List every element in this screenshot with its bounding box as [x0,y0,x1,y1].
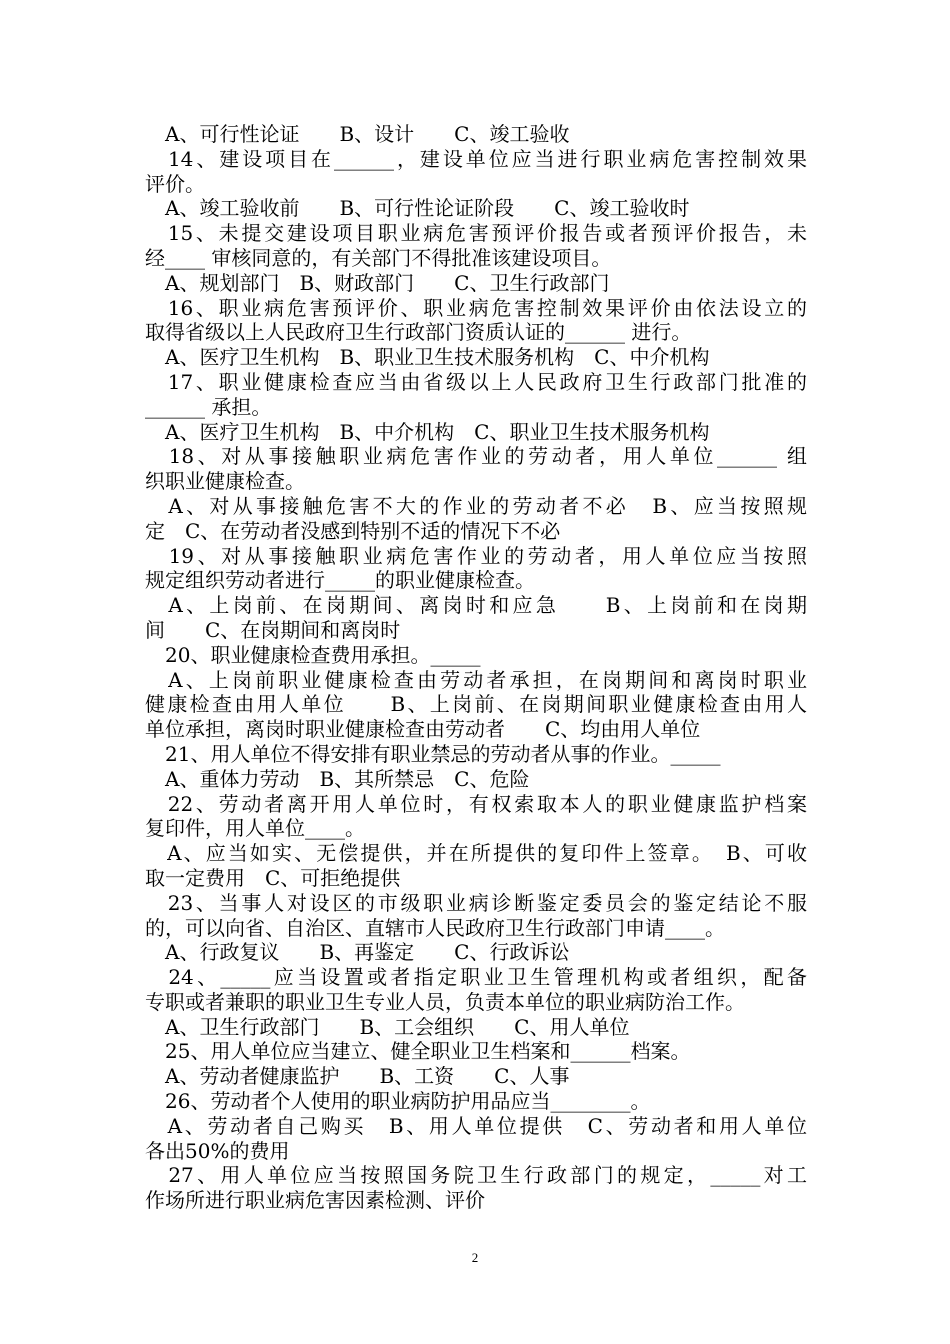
text-line: A、卫生行政部门 B、工会组织 C、用人单位 [145,1014,630,1039]
text-line: A、应当如实、无偿提供，并在所提供的复印件上签章。 B、可收 [145,841,807,866]
text-line: 15、未提交建设项目职业病危害预评价报告或者预评价报告，未 [145,221,807,246]
text-line: A、对从事接触危害不大的作业的劳动者不必 B、应当按照规 [145,493,807,518]
text-line: 20、职业健康检查费用承担。_____ [145,642,481,667]
text-line: 作场所进行职业病危害因素检测、评价 [145,1188,485,1213]
text-line: 26、劳动者个人使用的职业病防护用品应当________。 [145,1089,651,1114]
text-line: 定 C、在劳动者没感到特别不适的情况下不必 [145,518,561,543]
text-line: A、医疗卫生机构 B、职业卫生技术服务机构 C、中介机构 [145,345,710,370]
text-line: 间 C、在岗期间和离岗时 [145,617,401,642]
text-line: 19、对从事接触职业病危害作业的劳动者，用人单位应当按照 [145,543,807,568]
text-line: A、竣工验收前 B、可行性论证阶段 C、竣工验收时 [145,196,690,221]
text-line: 织职业健康检查。 [145,469,305,494]
text-line: 27、用人单位应当按照国务院卫生行政部门的规定，_____对工 [145,1163,807,1188]
text-line: A、行政复议 B、再鉴定 C、行政诉讼 [145,940,570,965]
text-line: 规定组织劳动者进行_____的职业健康检查。 [145,568,535,593]
text-line: 17、职业健康检查应当由省级以上人民政府卫生行政部门批准的 [145,369,807,394]
text-line: 单位承担，离岗时职业健康检查由劳动者 C、均由用人单位 [145,717,701,742]
text-line: 24、_____应当设置或者指定职业卫生管理机构或者组织，配备 [145,965,807,990]
text-line: 18、对从事接触职业病危害作业的劳动者，用人单位______ 组 [145,444,807,469]
text-line: 复印件，用人单位____。 [145,816,365,841]
text-line: A、医疗卫生机构 B、中介机构 C、职业卫生技术服务机构 [145,419,710,444]
document-body [145,122,807,1213]
text-line: A、上岗前职业健康检查由劳动者承担，在岗期间和离岗时职业 [145,667,807,692]
text-line: 14、建设项目在______，建设单位应当进行职业病危害控制效果 [145,146,807,171]
text-line: A、劳动者自己购买 B、用人单位提供 C、劳动者和用人单位 [145,1113,807,1138]
text-line: 的，可以向省、自治区、直辖市人民政府卫生行政部门申请____。 [145,915,725,940]
text-line: 经____ 审核同意的，有关部门不得批准该建设项目。 [145,245,612,270]
text-line: A、规划部门 B、财政部门 C、卫生行政部门 [145,270,610,295]
text-line: 取得省级以上人民政府卫生行政部门资质认证的______ 进行。 [145,320,692,345]
text-line: 健康检查由用人单位 B、上岗前、在岗期间职业健康检查由用人 [145,692,807,717]
text-line: 22、劳动者离开用人单位时，有权索取本人的职业健康监护档案 [145,791,807,816]
text-line: 各出50%的费用 [145,1138,290,1163]
text-line: 16、职业病危害预评价、职业病危害控制效果评价由依法设立的 [145,295,807,320]
text-line: A、可行性论证 B、设计 C、竣工验收 [145,122,570,146]
text-line: 评价。 [145,171,205,196]
text-line: 取一定费用 C、可拒绝提供 [145,865,401,890]
text-line: A、重体力劳动 B、其所禁忌 C、危险 [145,766,530,791]
text-line: 25、用人单位应当建立、健全职业卫生档案和______档案。 [145,1039,691,1064]
text-line: ______ 承担。 [145,394,272,419]
text-line: 23、当事人对设区的市级职业病诊断鉴定委员会的鉴定结论不服 [145,890,807,915]
text-line: 21、用人单位不得安排有职业禁忌的劳动者从事的作业。_____ [145,741,721,766]
text-line: A、上岗前、在岗期间、离岗时和应急 B、上岗前和在岗期 [145,593,807,618]
text-line: 专职或者兼职的职业卫生专业人员，负责本单位的职业病防治工作。 [145,989,745,1014]
text-line: A、劳动者健康监护 B、工资 C、人事 [145,1064,570,1089]
page-number: 2 [471,1250,479,1265]
